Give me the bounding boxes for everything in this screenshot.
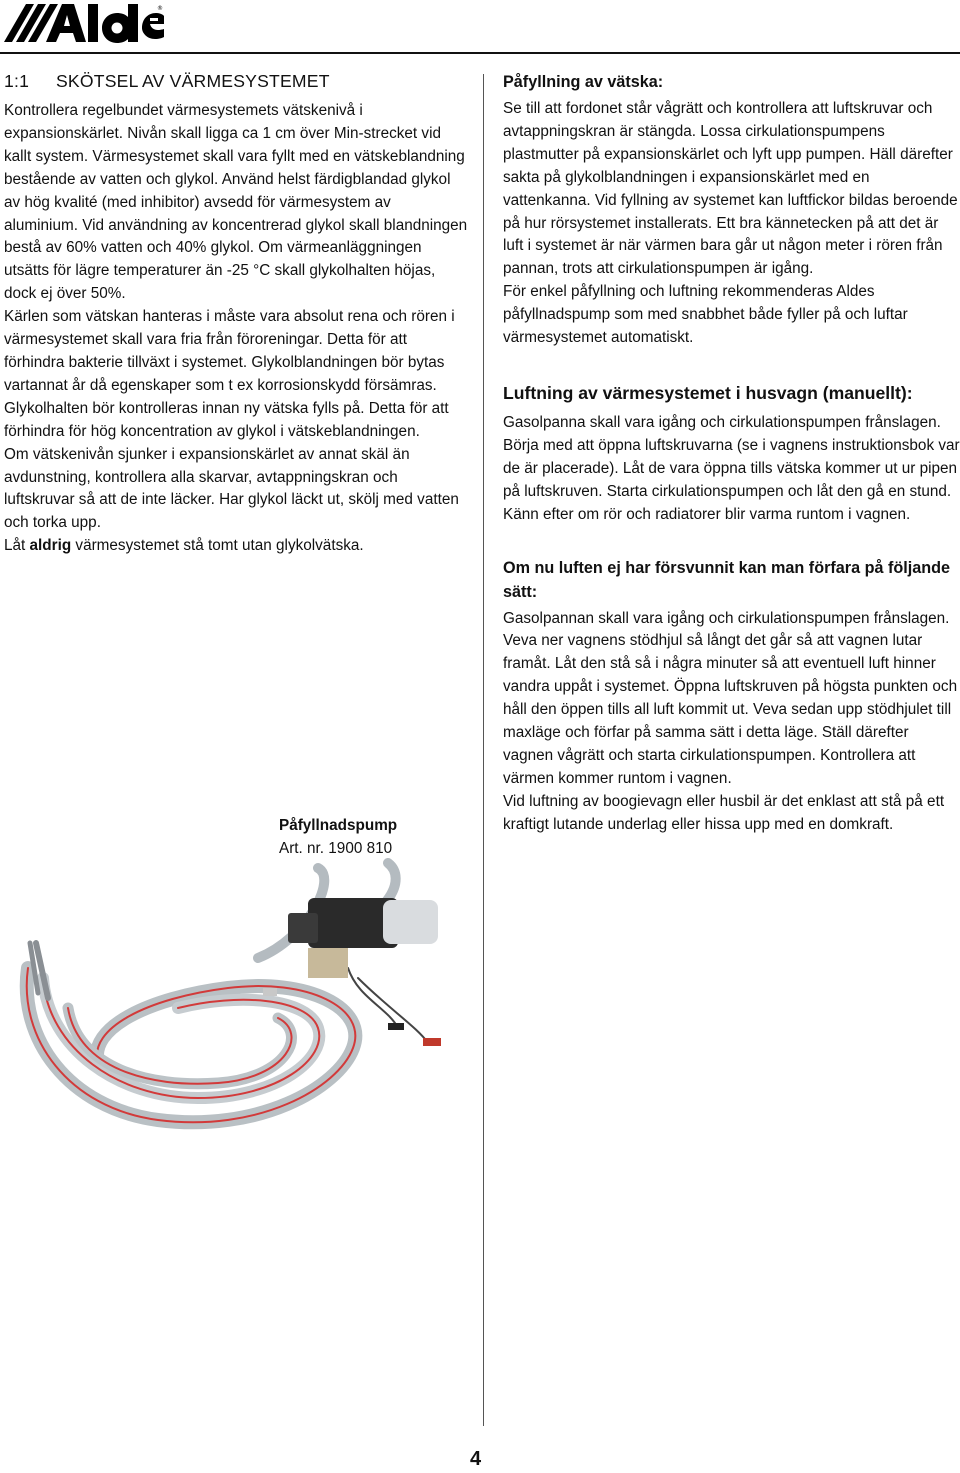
product-article-number: Art. nr. 1900 810 — [279, 839, 393, 857]
paragraph-never-empty — [4, 535, 468, 558]
section-title: SKÖTSEL AV VÄRMESYSTEMET — [56, 71, 330, 91]
fill-pump-photo — [8, 858, 458, 1158]
alternative-paragraph: Gasolpannan skall vara igång och cirkulationspumpen frånslagen. Veva ner vagnens stödhjul så långt det går så att vagnen lutar framåt. Låt den stå så i några minuter så att eventuell luft hinner vandra uppåt i systemet. Öppna luftskruven på högsta punkten och håll den öppen tills all luft kommit ut. Veva sedan upp stödhjulet till maxläge och förfar på samma sätt i detta läge. Ställ därefter vagnen vågrätt och starta cirkulationspumpen. Kontrollera att värmen kommer runtom i vagnen. — [503, 609, 958, 787]
paragraph-glycol-check: Glykolhalten bör kontrolleras innan ny vätska fylls på. Detta för att förhindra för hög koncentration av glykol i vätskeblandningen. — [4, 399, 449, 440]
filling-heading: Påfyllning av vätska: — [503, 73, 664, 91]
filling-paragraph: Se till att fordonet står vågrätt och kontrollera att luftskruvar och avtappningskran är stängda. Lossa cirkulationspumpens plastmutter på expansionskärlet och lyft upp pumpen. Häll därefter sakta på glykolblandningen i expansionskärlet med en vattenkanna. Vid fyllning av systemet kan luftfickor bildas beroende på hur rörsystemet installerats. Ett bra kännetecken på att det är luft i systemet är när värmen bara går ut någon meter i rören från pannan, trots att cirkulationspumpen är igång. — [503, 100, 958, 278]
left-column — [4, 68, 468, 558]
never-empty-emphasis: aldrig — [29, 537, 72, 555]
paragraph-leak-check: Om vätskenivån sjunker i expansionskärlet av annat skäl än avdunstning, kontrollera alla skarvar, avtappningskran och luftskruvar så att de inte läcker. Har glykol läckt ut, skölj med vatten och torka upp. — [4, 445, 459, 532]
pump-recommendation: För enkel påfyllning och luftning rekommenderas Aldes påfyllnadspump som med snabbhet både fyller på och luftar värmesystemet automatiskt. — [503, 283, 908, 347]
right-column — [503, 70, 960, 837]
paragraph-level-check: Kontrollera regelbundet värmesystemets vätskenivå i expansionskärlet. Nivån skall ligga ca 1 cm över Min-strecket vid kallt system. Värmesystemet skall vara fyllt med en vätskeblandning bestående av vatten och glykol. Använd helst färdigblandad glykol av hög kvalité (med inhibitor) avsedd för värmesystem av aluminium. Vid användning av koncentrerad glykol skall blandningen bestå av 60% vatten och 40% glykol. Om värmeanläggningen utsätts för lägre temperaturer än -25 °C skall glykolhalten höjas, dock ej över 50%. — [4, 102, 468, 303]
product-title: Påfyllnadspump — [279, 817, 398, 834]
svg-text:®: ® — [157, 5, 163, 12]
section-number: 1:1 — [4, 71, 30, 91]
bleeding-paragraph: Gasolpanna skall vara igång och cirkulationspumpen frånslagen. Börja med att öppna luftskruvarna (se i vagnens instruktionsbok var de är placerade). Låt de vara öppna tills vätska kommer ut ur pipen på luftskruven. Starta cirkulationspumpen och låt den gå en stund. Känn efter om rör och radiatorer blir varma runtom i vagnen. — [503, 413, 960, 523]
never-empty-post: värmesystemet stå tomt utan glykolvätska. — [71, 537, 364, 555]
product-caption — [279, 815, 397, 861]
alde-logo — [4, 2, 164, 44]
bleeding-heading: Luftning av värmesystemet i husvagn (manuellt): — [503, 382, 913, 403]
paragraph-cleanliness: Kärlen som vätskan hanteras i måste vara absolut rena och rören i värmesystemet skall vara fria från föroreningar. Detta för att förhindra bakterie tillväxt i systemet. Glykolblandningen bör bytas vartannat år då egenskaper som t ex korrosionskydd försämras. — [4, 308, 455, 394]
alternative-heading: Om nu luften ej har försvunnit kan man förfara på följande sätt: — [503, 558, 951, 601]
page-number: 4 — [470, 1448, 482, 1470]
section-heading — [4, 68, 468, 94]
header-rule — [0, 52, 960, 54]
never-empty-pre: Låt — [4, 537, 30, 555]
boogie-paragraph: Vid luftning av boogievagn eller husbil är det enklast att stå på ett kraftigt lutande underlag eller hissa upp med en domkraft. — [503, 792, 945, 833]
column-divider — [483, 74, 484, 1426]
